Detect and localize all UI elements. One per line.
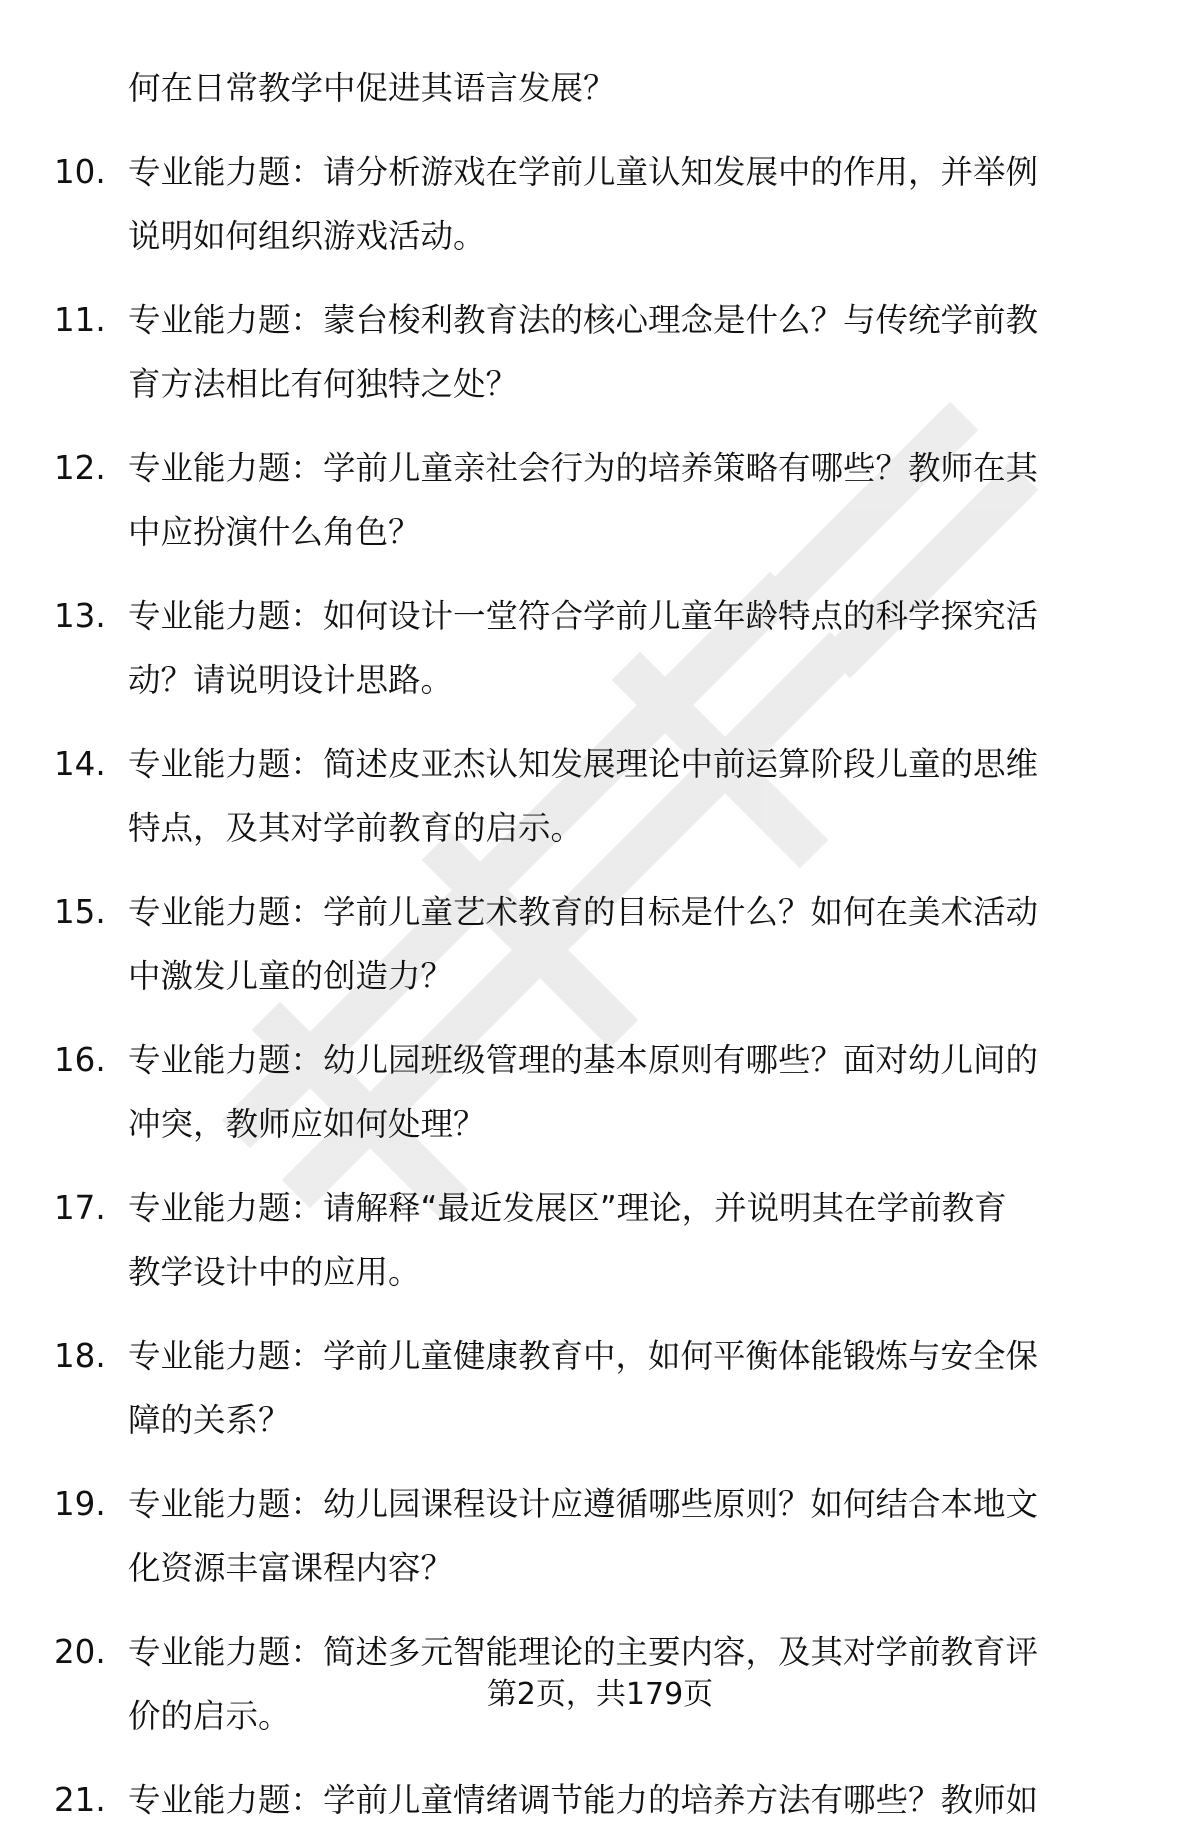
- question-item-11: [0, 288, 1200, 416]
- question-item-16: [0, 1028, 1200, 1156]
- question-item-12: [0, 436, 1200, 564]
- question-text: 专业能力题：简述皮亚杰认知发展理论中前运算阶段儿童的思维 特点，及其对学前教育的启示。: [128, 745, 1039, 847]
- question-text: 专业能力题：学前儿童情绪调节能力的培养方法有哪些？教师如: [128, 1781, 1039, 1819]
- question-number: 10.: [54, 153, 106, 191]
- question-text: 专业能力题：幼儿园课程设计应遵循哪些原则？如何结合本地文 化资源丰富课程内容？: [128, 1485, 1039, 1587]
- question-number: 21.: [54, 1781, 106, 1819]
- question-number: 17.: [54, 1189, 106, 1227]
- question-number: 13.: [54, 597, 106, 635]
- question-item-21: [0, 1768, 1200, 1832]
- question-item-10: [0, 140, 1200, 268]
- question-text: 专业能力题：如何设计一堂符合学前儿童年龄特点的科学探究活 动？请说明设计思路。: [128, 597, 1039, 699]
- question-item-18: [0, 1324, 1200, 1452]
- question-text: 专业能力题：蒙台梭利教育法的核心理念是什么？与传统学前教 育方法相比有何独特之处？: [128, 301, 1039, 403]
- question-text: 专业能力题：学前儿童健康教育中，如何平衡体能锻炼与安全保 障的关系？: [128, 1337, 1039, 1439]
- question-text: 专业能力题：学前儿童亲社会行为的培养策略有哪些？教师在其 中应扮演什么角色？: [128, 449, 1039, 551]
- question-list: [0, 56, 1200, 1832]
- question-number: 19.: [54, 1485, 106, 1523]
- question-number: 20.: [54, 1633, 106, 1671]
- question-text: 专业能力题：简述多元智能理论的主要内容，及其对学前教育评 价的启示。: [128, 1633, 1039, 1735]
- question-item-19: [0, 1472, 1200, 1600]
- question-text: 专业能力题：请解释“最近发展区”理论，并说明其在学前教育 教学设计中的应用。: [128, 1189, 1007, 1291]
- question-number: 16.: [54, 1041, 106, 1079]
- question-text: 专业能力题：学前儿童艺术教育的目标是什么？如何在美术活动 中激发儿童的创造力？: [128, 893, 1039, 995]
- question-number: 12.: [54, 449, 106, 487]
- question-item-17: [0, 1176, 1200, 1304]
- question-number: 14.: [54, 745, 106, 783]
- continued-question-text: 何在日常教学中促进其语言发展？: [128, 69, 616, 107]
- page-footer: 第2页，共179页: [486, 1677, 714, 1712]
- question-text: 专业能力题：请分析游戏在学前儿童认知发展中的作用，并举例 说明如何组织游戏活动。: [128, 153, 1039, 255]
- question-item-15: [0, 880, 1200, 1008]
- question-number: 15.: [54, 893, 106, 931]
- question-item-13: [0, 584, 1200, 712]
- question-item-14: [0, 732, 1200, 860]
- question-text: 专业能力题：幼儿园班级管理的基本原则有哪些？面对幼儿间的 冲突，教师应如何处理？: [128, 1041, 1039, 1143]
- question-number: 18.: [54, 1337, 106, 1375]
- question-number: 11.: [54, 301, 106, 339]
